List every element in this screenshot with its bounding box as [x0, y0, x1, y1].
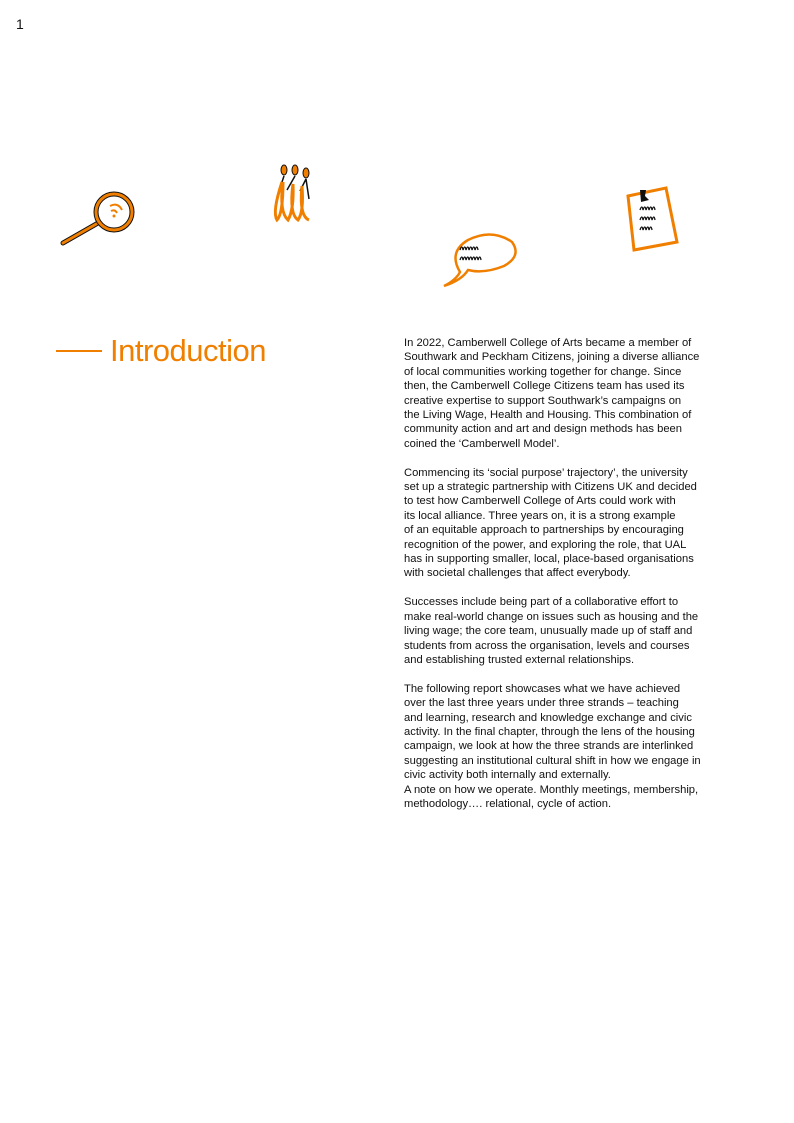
- text-line: coined the ‘Camberwell Model’.: [404, 437, 560, 450]
- text-line: Commencing its ‘social purpose’ trajectory’, the university: [404, 466, 688, 479]
- page-number: 1: [16, 16, 24, 32]
- text-line: of local communities working together for change. Since: [404, 365, 682, 378]
- text-line: with societal challenges that affect everybody.: [404, 567, 631, 580]
- text-line: suggesting an institutional cultural shift in how we engage in: [404, 754, 701, 767]
- text-line: its local alliance. Three years on, it is a strong example: [404, 509, 676, 522]
- text-line: creative expertise to support Southwark’s campaigns on: [404, 394, 682, 407]
- text-line: activity. In the final chapter, through the lens of the housing: [404, 725, 695, 738]
- text-line: has in supporting smaller, local, place-based organisations: [404, 553, 694, 566]
- notice-icon: [622, 184, 682, 254]
- text-line: then, the Camberwell College Citizens team has used its: [404, 380, 685, 393]
- people-icon: [270, 162, 326, 226]
- text-line: of an equitable approach to partnerships by encouraging: [404, 524, 684, 537]
- text-line: living wage; the core team, unusually made up of staff and: [404, 625, 693, 638]
- paragraph: [404, 595, 744, 667]
- text-line: and establishing trusted external relationships.: [404, 653, 635, 666]
- text-line: In 2022, Camberwell College of Arts became a member of: [404, 337, 692, 349]
- text-line: Southwark and Peckham Citizens, joining a diverse alliance: [404, 351, 700, 364]
- paragraph: [404, 682, 744, 783]
- text-line: over the last three years under three strands – teaching: [404, 697, 679, 710]
- paragraph: [404, 336, 744, 451]
- text-line: community action and art and design methods has been: [404, 423, 682, 436]
- paragraph: [404, 783, 744, 812]
- magnifier-icon: [58, 190, 138, 250]
- text-line: recognition of the power, and exploring the role, that UAL: [404, 538, 687, 551]
- text-line: campaign, we look at how the three strands are interlinked: [404, 740, 694, 753]
- section-heading: [56, 333, 266, 369]
- heading-rule: [56, 350, 102, 352]
- text-line: set up a strategic partnership with Citizens UK and decided: [404, 481, 697, 494]
- paragraph: [404, 466, 744, 581]
- text-line: Successes include being part of a collaborative effort to: [404, 596, 679, 609]
- heading-text: Introduction: [110, 333, 266, 368]
- speech-bubble-icon: [440, 232, 520, 292]
- text-line: make real-world change on issues such as housing and the: [404, 610, 699, 623]
- text-line: The following report showcases what we have achieved: [404, 682, 681, 695]
- text-line: the Living Wage, Health and Housing. This combination of: [404, 409, 692, 422]
- text-line: and learning, research and knowledge exchange and civic: [404, 711, 692, 724]
- text-line: methodology…. relational, cycle of action.: [404, 797, 612, 810]
- text-line: civic activity both internally and externally.: [404, 769, 611, 782]
- text-line: to test how Camberwell College of Arts could work with: [404, 495, 676, 508]
- text-line: students from across the organisation, levels and courses: [404, 639, 690, 652]
- text-line: A note on how we operate. Monthly meetings, membership,: [404, 783, 699, 796]
- intro-body: [404, 336, 744, 826]
